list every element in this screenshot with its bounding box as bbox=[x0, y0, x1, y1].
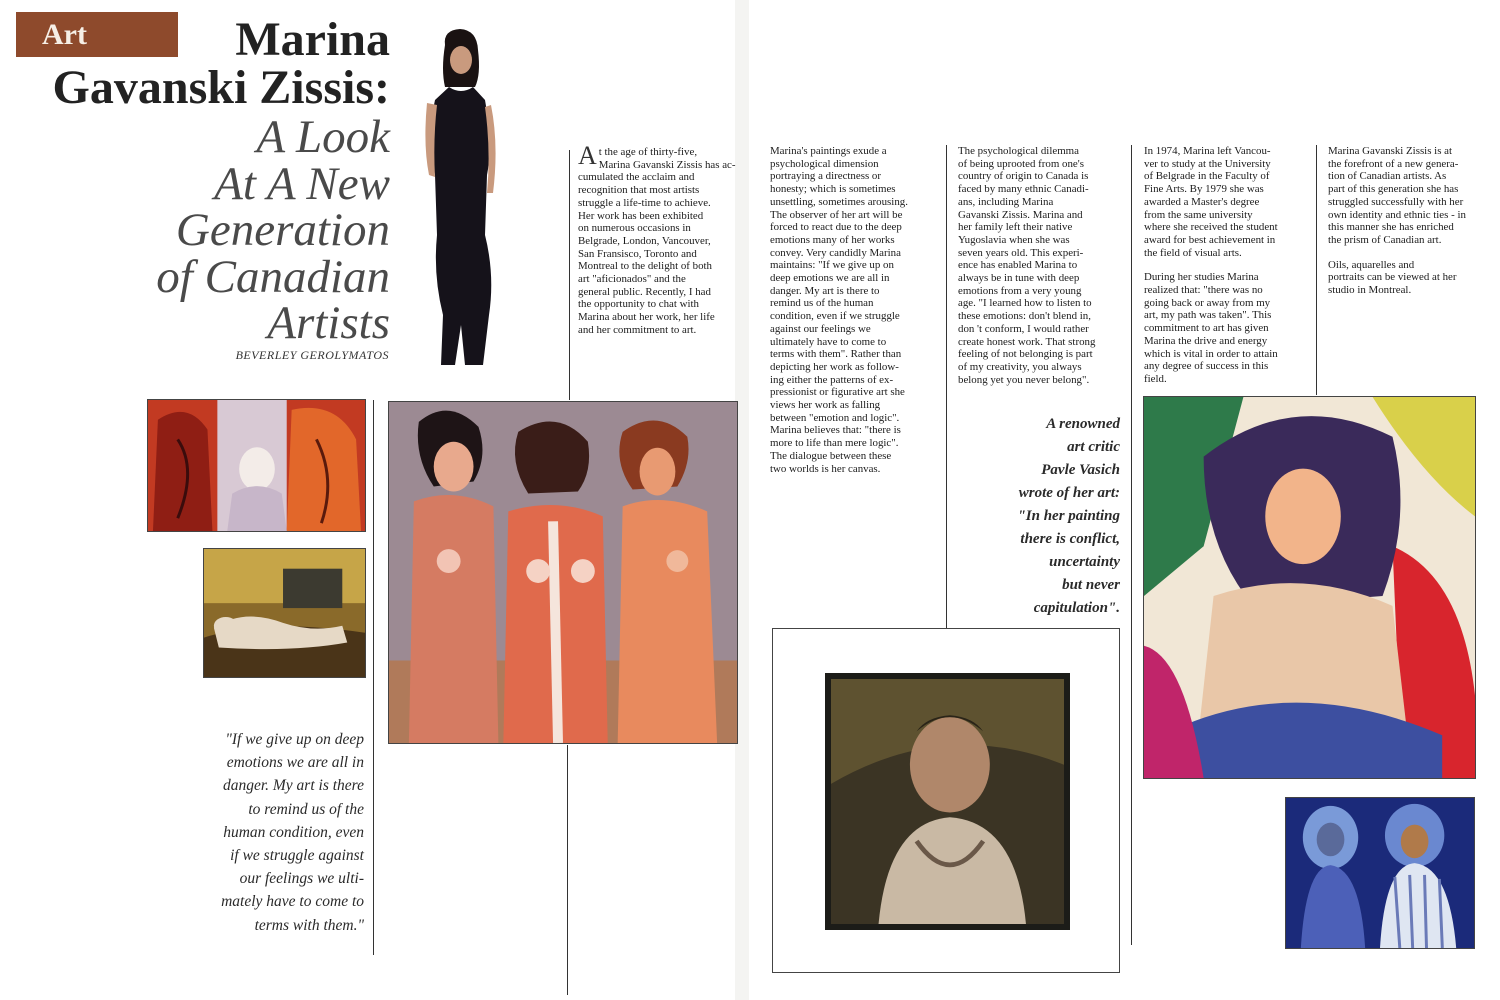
intro-text: t the age of thirty-five, Marina Gavanski Zissis has ac- cumulated the acclaim and recognition that most artists struggle a life-time to achieve. Her work has been exhibited on numerous occasions in Belgrade, London, Vancouver, San Fransisco, Toronto and Montreal to the delight of both art "aficionados" and the general public. Recently, I had the opportunity to chat with Marina about her work, her life and her commitment to art. bbox=[578, 146, 736, 336]
column-4-paragraph-2: During her studies Marina realized that: "there was no going back or away from my art, my path was taken". This commitment to art has given Marina the drive and energy which is vital in order to attain any degree of success in this field. bbox=[1144, 271, 1278, 385]
article-title-line-1: Marina bbox=[235, 13, 390, 66]
painting-three-figures-small bbox=[147, 399, 366, 532]
section-label: Art bbox=[16, 12, 178, 57]
column-rule bbox=[569, 150, 570, 400]
column-rule bbox=[373, 400, 374, 955]
article-title bbox=[52, 13, 390, 114]
column-rule bbox=[567, 745, 568, 995]
painting-reclining-figure bbox=[203, 548, 366, 678]
author-byline: BEVERLEY GEROLYMATOS bbox=[235, 348, 389, 362]
subtitle-line: A Look bbox=[256, 111, 390, 163]
painting-three-nudes bbox=[388, 401, 738, 744]
painting-elderly-woman bbox=[825, 673, 1070, 930]
drop-cap: A bbox=[578, 141, 597, 170]
artist-portrait-photo bbox=[415, 25, 505, 365]
column-4-paragraph-1: In 1974, Marina left Vancou- ver to study at the University of Belgrade in the Faculty of Fine Arts. By 1979 she was awarded a Master's degree from the same university where she received the student award for best achievement in the field of visual arts. bbox=[1144, 145, 1278, 259]
article-column-3 bbox=[958, 145, 1128, 386]
subtitle-line: At A New bbox=[214, 157, 390, 210]
article-column-5 bbox=[1328, 145, 1492, 297]
framed-portrait-frame bbox=[772, 628, 1120, 973]
column-5-paragraph-1: Marina Gavanski Zissis is at the forefront of a new genera- tion of Canadian artists. As part of this generation she has struggled successfully with her own identity and ethnic ties - in this manner she has enriched the prism of Canadian art. bbox=[1328, 145, 1466, 246]
painting-two-figures-blue bbox=[1285, 797, 1475, 949]
article-column-4 bbox=[1144, 145, 1312, 386]
article-subtitle bbox=[156, 111, 390, 349]
column-rule bbox=[1316, 145, 1317, 395]
subtitle-line: Artists bbox=[267, 297, 390, 349]
article-title-line-2: Gavanski Zissis: bbox=[52, 61, 390, 114]
painting-woman-arms-raised bbox=[1143, 396, 1476, 779]
column-rule bbox=[946, 145, 947, 630]
pull-quote-critic: A renowned art critic Pavle Vasich wrote of her art: "In her painting there is conflict, uncertainty but never capitulation". bbox=[1017, 416, 1120, 616]
column-2-text: Marina's paintings exude a psychological dimension portraying a directness or honesty; which is sometimes unsettling, sometimes arousing. The observer of her art will be forced to react due to the deep emotions many of her works convey. Very candidly Marina maintains: "If we give up on deep emotions we are all in danger. My art is there to remind us of the human condition, even if we struggle against our feelings we ultimately have to come to terms with them". Rather than depicting her work as follow- ing either the patterns of ex- pressionist or figurative art she views her work as falling between "emotion and logic". Marina believes that: "there is more to life than mere logic". The dialogue between these two worlds is her canvas. bbox=[770, 145, 908, 475]
column-rule bbox=[1131, 145, 1132, 945]
pull-quote-left: "If we give up on deep emotions we are all in danger. My art is there to remind us of the human condition, even if we struggle against our feelings we ulti- mately have to come to terms with them." bbox=[221, 731, 364, 934]
article-column-2 bbox=[770, 145, 942, 475]
subtitle-line: of Canadian bbox=[156, 250, 390, 303]
subtitle-line: Generation bbox=[175, 204, 390, 256]
article-intro-column bbox=[578, 141, 746, 337]
column-5-paragraph-2: Oils, aquarelles and portraits can be viewed at her studio in Montreal. bbox=[1328, 258, 1457, 297]
column-3-text: The psychological dilemma of being uprooted from one's country of origin to Canada is faced by many ethnic Canadi- ans, including Marina Gavanski Zissis. Marina and her family left their native Yugoslavia when she was seven years old. This experi- ence has enabled Marina to always be in tune with deep emotions from a very young age. "I learned how to listen to these emotions: don't blend in, don 't conform, I would rather create honest work. That strong feeling of not belonging is part of my creativity, you always belong yet you never belong". bbox=[958, 145, 1096, 386]
